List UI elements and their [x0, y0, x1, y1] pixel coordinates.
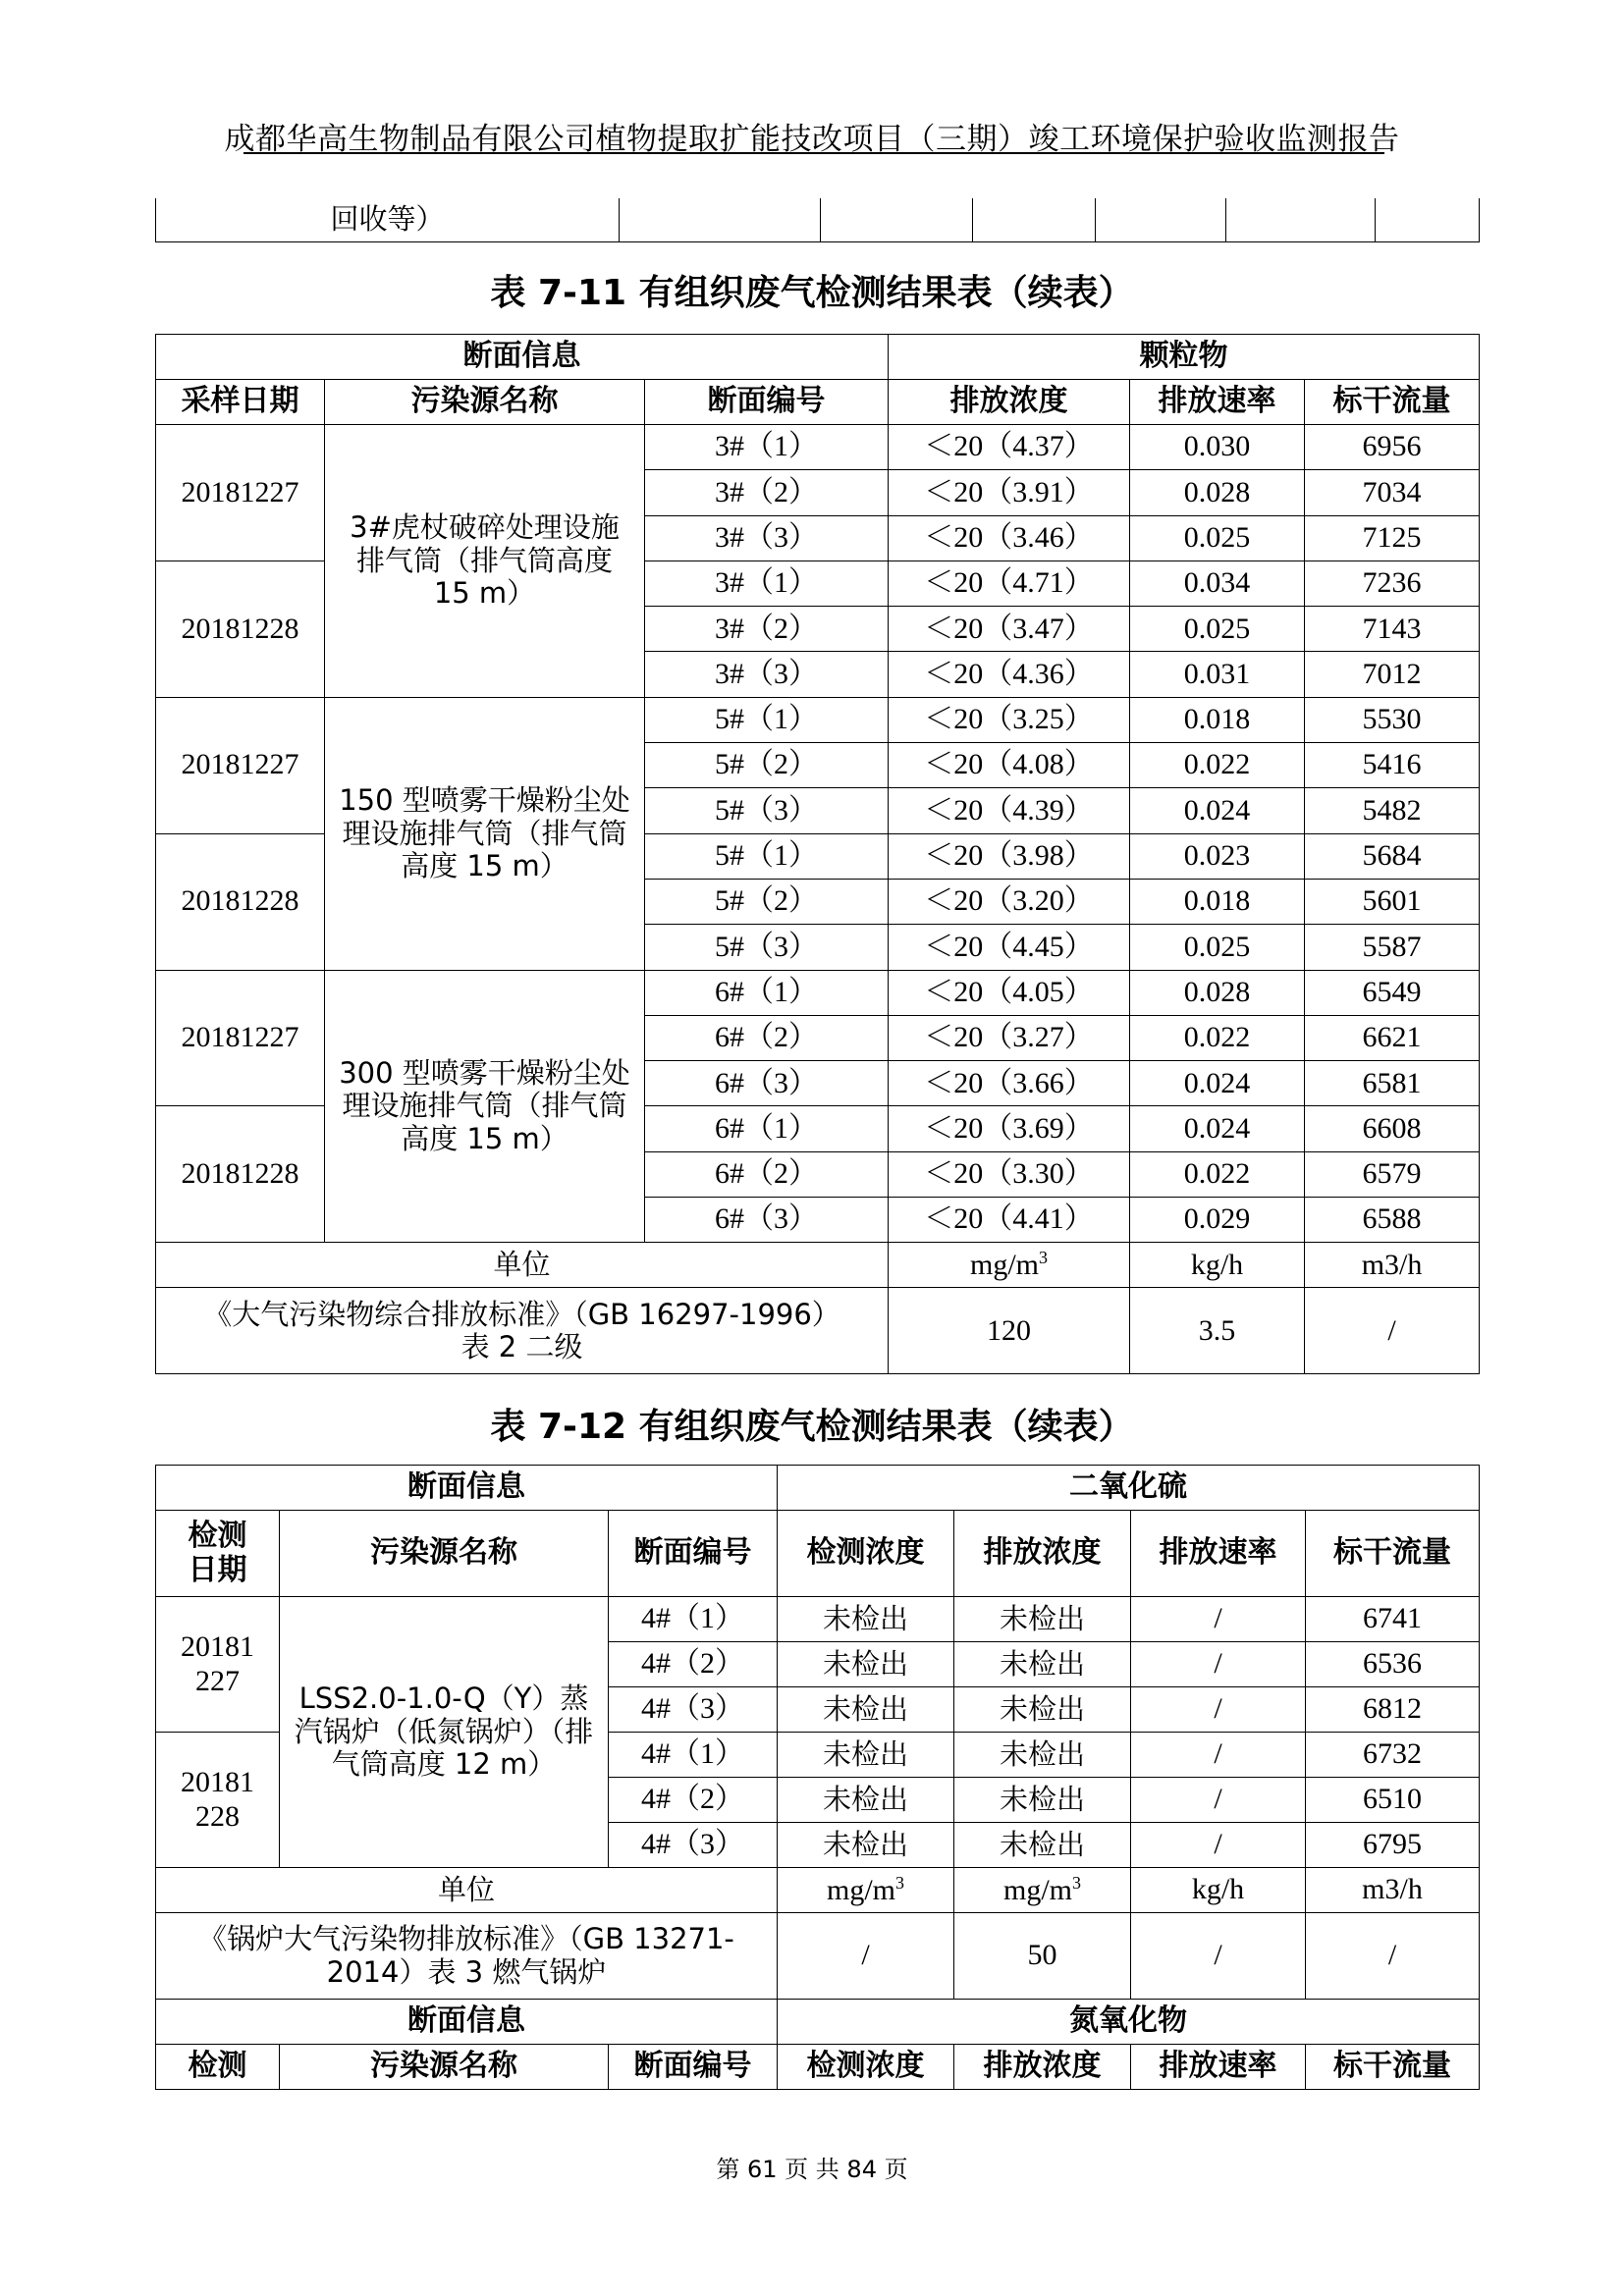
header-emission-rate: 排放速率: [1131, 2045, 1306, 2090]
unit-cell: kg/h: [1131, 1868, 1306, 1913]
std-flow-cell: 6812: [1306, 1687, 1480, 1733]
std-flow-cell: 6579: [1305, 1151, 1480, 1197]
header-std-flow: 标干流量: [1306, 1511, 1480, 1597]
header-emission-rate: 排放速率: [1131, 1511, 1306, 1597]
table-7-11: [155, 334, 1480, 1374]
emission-conc-cell: ＜20（4.08）: [889, 743, 1130, 788]
header-detect-date: 检测: [156, 2045, 280, 2090]
emission-conc-cell: ＜20（4.05）: [889, 970, 1130, 1015]
emission-conc-cell: 未检出: [954, 1642, 1131, 1687]
emission-conc-cell: ＜20（3.27）: [889, 1015, 1130, 1060]
emission-rate-cell: 0.029: [1130, 1198, 1305, 1243]
std-flow-cell: 6608: [1305, 1106, 1480, 1151]
std-flow-cell: 5482: [1305, 788, 1480, 833]
sampling-date-cell: 20181227: [156, 970, 325, 1106]
std-flow-cell: 7143: [1305, 607, 1480, 652]
unit-row: [156, 1868, 1480, 1913]
unit-cell: [954, 1868, 1131, 1913]
standard-label: 《大气污染物综合排放标准》（GB 16297-1996）表 2 二级: [156, 1288, 889, 1374]
emission-rate-cell: 0.034: [1130, 561, 1305, 606]
point-id-cell: 6#（1）: [645, 1106, 889, 1151]
unit-exponent: 3: [1072, 1872, 1082, 1893]
emission-conc-cell: 未检出: [954, 1778, 1131, 1823]
unit-base: mg/m: [1003, 1873, 1073, 1906]
header-pollutant-so2: 二氧化硫: [778, 1466, 1480, 1511]
emission-conc-cell: ＜20（3.98）: [889, 833, 1130, 879]
sampling-date-cell: 20181227: [156, 425, 325, 561]
emission-conc-cell: ＜20（4.37）: [889, 425, 1130, 470]
unit-label: 单位: [156, 1868, 778, 1913]
table-row: [156, 425, 1480, 470]
standard-limit-cell: 50: [954, 1913, 1131, 2000]
unit-row: [156, 1243, 1480, 1288]
std-flow-cell: 6795: [1306, 1823, 1480, 1868]
point-id-cell: 5#（2）: [645, 743, 889, 788]
emission-rate-cell: /: [1131, 1778, 1306, 1823]
header-emission-rate: 排放速率: [1130, 380, 1305, 425]
detect-conc-cell: 未检出: [778, 1733, 954, 1778]
emission-conc-cell: 未检出: [954, 1733, 1131, 1778]
standard-row: [156, 1913, 1480, 2000]
standard-limit-cell: /: [1305, 1288, 1480, 1374]
unit-exponent: 3: [1039, 1248, 1049, 1268]
header-detect-conc: 检测浓度: [778, 2045, 954, 2090]
std-flow-cell: 7012: [1305, 652, 1480, 697]
point-id-cell: 4#（1）: [609, 1597, 778, 1642]
emission-conc-cell: 未检出: [954, 1597, 1131, 1642]
emission-conc-cell: ＜20（3.91）: [889, 470, 1130, 515]
emission-conc-cell: ＜20（4.36）: [889, 652, 1130, 697]
emission-conc-cell: ＜20（3.46）: [889, 515, 1130, 561]
header-std-flow: 标干流量: [1305, 380, 1480, 425]
unit-exponent: 3: [895, 1872, 905, 1893]
standard-label: 《锅炉大气污染物排放标准》（GB 13271-2014）表 3 燃气锅炉: [156, 1913, 778, 2000]
detect-conc-cell: 未检出: [778, 1687, 954, 1733]
header-section-info: 断面信息: [156, 2000, 778, 2045]
report-header-title: 成都华高生物制品有限公司植物提取扩能技改项目（三期）竣工环境保护验收监测报告: [224, 122, 1400, 157]
unit-base: mg/m: [827, 1873, 896, 1906]
point-id-cell: 3#（1）: [645, 425, 889, 470]
standard-row: [156, 1288, 1480, 1374]
sampling-date-cell: 20181228: [156, 561, 325, 697]
unit-cell: m3/h: [1306, 1868, 1480, 1913]
standard-limit-cell: 120: [889, 1288, 1130, 1374]
point-id-cell: 5#（3）: [645, 788, 889, 833]
empty-cell: [620, 198, 821, 241]
header-point-id: 断面编号: [645, 380, 889, 425]
table-7-12: [155, 1465, 1480, 2090]
section-header-row: [156, 2000, 1480, 2045]
std-flow-cell: 5416: [1305, 743, 1480, 788]
point-id-cell: 5#（2）: [645, 879, 889, 924]
emission-conc-cell: ＜20（3.47）: [889, 607, 1130, 652]
point-id-cell: 3#（3）: [645, 515, 889, 561]
emission-rate-cell: /: [1131, 1733, 1306, 1778]
table-row: [156, 697, 1480, 742]
point-id-cell: 6#（3）: [645, 1061, 889, 1106]
std-flow-cell: 7236: [1305, 561, 1480, 606]
standard-limit-cell: /: [1306, 1913, 1480, 2000]
std-flow-cell: 6741: [1306, 1597, 1480, 1642]
header-pollutant-nox: 氮氧化物: [778, 2000, 1480, 2045]
point-id-cell: 3#（3）: [645, 652, 889, 697]
point-id-cell: 3#（2）: [645, 607, 889, 652]
unit-cell: [889, 1243, 1130, 1288]
header-emission-conc: 排放浓度: [954, 2045, 1131, 2090]
std-flow-cell: 6581: [1305, 1061, 1480, 1106]
emission-rate-cell: 0.030: [1130, 425, 1305, 470]
sampling-date-cell: 20181228: [156, 833, 325, 970]
point-id-cell: 5#（1）: [645, 833, 889, 879]
emission-rate-cell: 0.018: [1130, 697, 1305, 742]
empty-cell: [821, 198, 973, 241]
table-row: [156, 1597, 1480, 1642]
point-id-cell: 3#（1）: [645, 561, 889, 606]
source-name-cell: 300 型喷雾干燥粉尘处理设施排气筒（排气筒高度 15 m）: [325, 970, 645, 1243]
emission-rate-cell: 0.022: [1130, 743, 1305, 788]
point-id-cell: 4#（2）: [609, 1778, 778, 1823]
standard-limit-cell: /: [778, 1913, 954, 2000]
header-point-id: 断面编号: [609, 1511, 778, 1597]
std-flow-cell: 5530: [1305, 697, 1480, 742]
unit-cell: m3/h: [1305, 1243, 1480, 1288]
std-flow-cell: 7034: [1305, 470, 1480, 515]
point-id-cell: 5#（3）: [645, 925, 889, 970]
header-emission-conc: 排放浓度: [889, 380, 1130, 425]
std-flow-cell: 5601: [1305, 879, 1480, 924]
emission-conc-cell: ＜20（3.69）: [889, 1106, 1130, 1151]
header-detect-conc: 检测浓度: [778, 1511, 954, 1597]
detect-conc-cell: 未检出: [778, 1823, 954, 1868]
emission-conc-cell: ＜20（3.25）: [889, 697, 1130, 742]
point-id-cell: 4#（1）: [609, 1733, 778, 1778]
header-section-info: 断面信息: [156, 335, 889, 380]
detect-conc-cell: 未检出: [778, 1778, 954, 1823]
previous-table-cell: 回收等）: [156, 198, 620, 241]
emission-rate-cell: 0.025: [1130, 925, 1305, 970]
std-flow-cell: 6536: [1306, 1642, 1480, 1687]
header-source-name: 污染源名称: [325, 380, 645, 425]
emission-rate-cell: /: [1131, 1687, 1306, 1733]
point-id-cell: 6#（2）: [645, 1015, 889, 1060]
emission-conc-cell: ＜20（4.41）: [889, 1198, 1130, 1243]
detect-date-cell: 20181227: [156, 1597, 280, 1733]
detect-conc-cell: 未检出: [778, 1597, 954, 1642]
header-point-id: 断面编号: [609, 2045, 778, 2090]
point-id-cell: 4#（2）: [609, 1642, 778, 1687]
emission-conc-cell: 未检出: [954, 1687, 1131, 1733]
empty-cell: [1226, 198, 1376, 241]
std-flow-cell: 7125: [1305, 515, 1480, 561]
emission-conc-cell: ＜20（4.39）: [889, 788, 1130, 833]
emission-rate-cell: 0.028: [1130, 470, 1305, 515]
empty-cell: [1096, 198, 1226, 241]
header-emission-conc: 排放浓度: [954, 1511, 1131, 1597]
emission-rate-cell: 0.031: [1130, 652, 1305, 697]
page-footer: 第 61 页 共 84 页: [716, 2156, 908, 2183]
header-rule: [244, 152, 1384, 154]
table-row: [156, 970, 1480, 1015]
standard-limit-cell: /: [1131, 1913, 1306, 2000]
emission-conc-cell: ＜20（3.30）: [889, 1151, 1130, 1197]
header-source-name: 污染源名称: [280, 2045, 609, 2090]
point-id-cell: 6#（3）: [645, 1198, 889, 1243]
empty-cell: [973, 198, 1096, 241]
emission-rate-cell: /: [1131, 1642, 1306, 1687]
std-flow-cell: 6510: [1306, 1778, 1480, 1823]
sampling-date-cell: 20181227: [156, 697, 325, 833]
std-flow-cell: 6621: [1305, 1015, 1480, 1060]
detect-conc-cell: 未检出: [778, 1642, 954, 1687]
std-flow-cell: 5587: [1305, 925, 1480, 970]
unit-label: 单位: [156, 1243, 889, 1288]
emission-rate-cell: 0.028: [1130, 970, 1305, 1015]
emission-conc-cell: ＜20（3.66）: [889, 1061, 1130, 1106]
header-std-flow: 标干流量: [1306, 2045, 1480, 2090]
empty-cell: [1376, 198, 1480, 241]
std-flow-cell: 5684: [1305, 833, 1480, 879]
emission-rate-cell: /: [1131, 1823, 1306, 1868]
emission-rate-cell: 0.018: [1130, 879, 1305, 924]
detect-date-cell: 20181228: [156, 1733, 280, 1868]
emission-conc-cell: ＜20（4.71）: [889, 561, 1130, 606]
std-flow-cell: 6956: [1305, 425, 1480, 470]
point-id-cell: 3#（2）: [645, 470, 889, 515]
emission-rate-cell: /: [1131, 1597, 1306, 1642]
source-name-cell: LSS2.0-1.0-Q（Y）蒸汽锅炉（低氮锅炉）（排气筒高度 12 m）: [280, 1597, 609, 1868]
column-header-row: [156, 2045, 1480, 2090]
unit-cell: [778, 1868, 954, 1913]
emission-conc-cell: ＜20（3.20）: [889, 879, 1130, 924]
emission-rate-cell: 0.025: [1130, 515, 1305, 561]
point-id-cell: 4#（3）: [609, 1687, 778, 1733]
source-name-cell: 3#虎杖破碎处理设施排气筒（排气筒高度 15 m）: [325, 425, 645, 698]
emission-rate-cell: 0.025: [1130, 607, 1305, 652]
emission-rate-cell: 0.024: [1130, 1061, 1305, 1106]
header-section-info: 断面信息: [156, 1466, 778, 1511]
table-7-12-caption: 表 7-12 有组织废气检测结果表（续表）: [490, 1407, 1134, 1447]
header-sampling-date: 采样日期: [156, 380, 325, 425]
point-id-cell: 5#（1）: [645, 697, 889, 742]
unit-base: mg/m: [970, 1249, 1040, 1282]
point-id-cell: 6#（1）: [645, 970, 889, 1015]
std-flow-cell: 6588: [1305, 1198, 1480, 1243]
header-pollutant-particulate: 颗粒物: [889, 335, 1480, 380]
table-7-11-caption: 表 7-11 有组织废气检测结果表（续表）: [490, 273, 1134, 313]
emission-rate-cell: 0.023: [1130, 833, 1305, 879]
point-id-cell: 4#（3）: [609, 1823, 778, 1868]
sampling-date-cell: 20181228: [156, 1106, 325, 1243]
standard-limit-cell: 3.5: [1130, 1288, 1305, 1374]
emission-conc-cell: 未检出: [954, 1823, 1131, 1868]
std-flow-cell: 6732: [1306, 1733, 1480, 1778]
unit-cell: kg/h: [1130, 1243, 1305, 1288]
std-flow-cell: 6549: [1305, 970, 1480, 1015]
previous-table-tail: [155, 198, 1480, 242]
header-source-name: 污染源名称: [280, 1511, 609, 1597]
emission-rate-cell: 0.022: [1130, 1015, 1305, 1060]
source-name-cell: 150 型喷雾干燥粉尘处理设施排气筒（排气筒高度 15 m）: [325, 697, 645, 970]
point-id-cell: 6#（2）: [645, 1151, 889, 1197]
header-detect-date: 检测日期: [156, 1511, 280, 1597]
emission-rate-cell: 0.024: [1130, 788, 1305, 833]
emission-rate-cell: 0.022: [1130, 1151, 1305, 1197]
emission-rate-cell: 0.024: [1130, 1106, 1305, 1151]
emission-conc-cell: ＜20（4.45）: [889, 925, 1130, 970]
